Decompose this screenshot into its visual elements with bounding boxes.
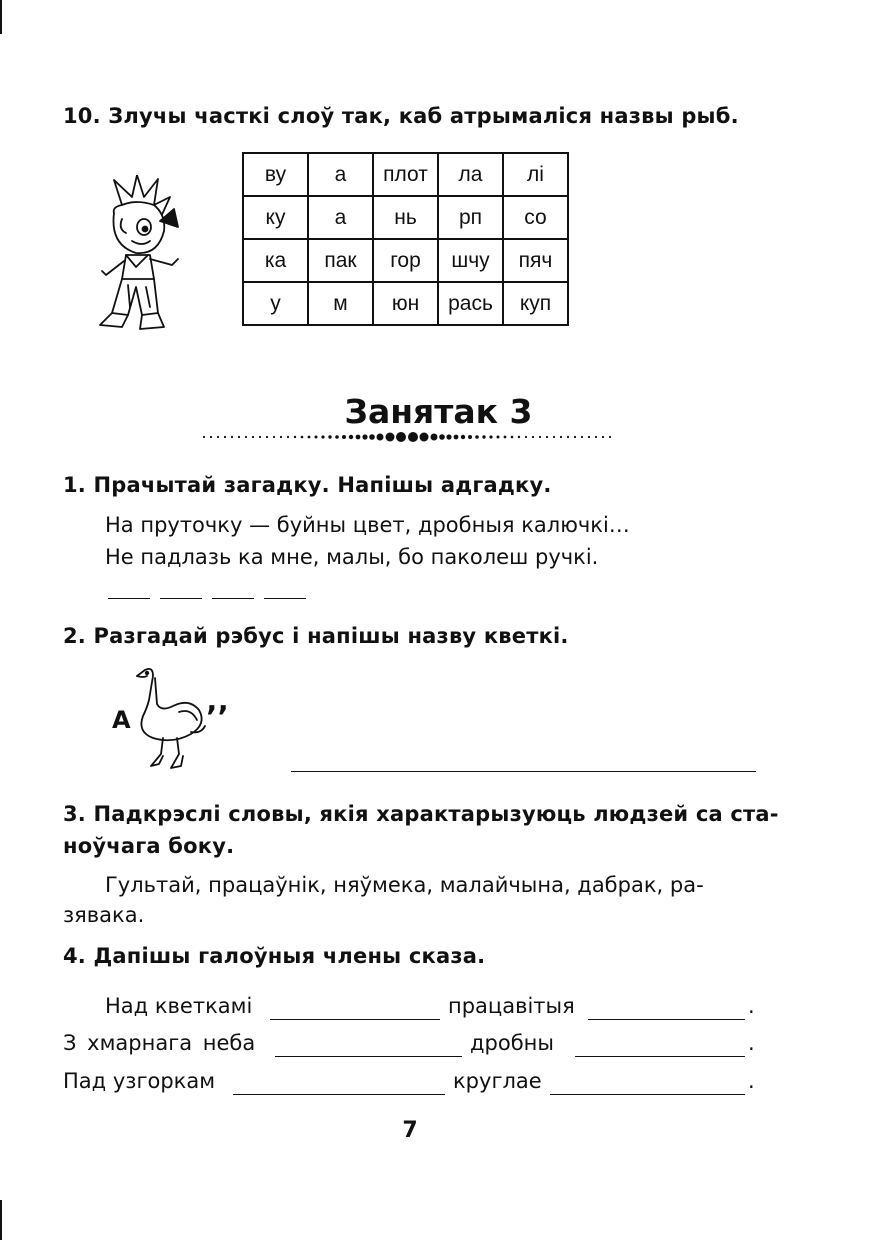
grid-cell: а <box>308 153 373 196</box>
answer-blank[interactable] <box>160 598 202 599</box>
grid-row <box>243 196 568 239</box>
crop-mark-top <box>0 0 2 34</box>
sentence-1-middle: працавітыя <box>448 994 575 1018</box>
grid-cell: ла <box>438 153 503 196</box>
sentence-3-middle: круглае <box>453 1069 542 1093</box>
sentence-1-start: Над кветкамі <box>105 994 253 1018</box>
page-number: 7 <box>402 1118 418 1143</box>
sentence-2-middle: дробны <box>470 1031 554 1055</box>
sentence-2-start: З хмарнага неба <box>63 1031 256 1055</box>
answer-blank[interactable] <box>264 598 306 599</box>
grid-cell: пяч <box>503 239 568 282</box>
grid-cell: плот <box>373 153 438 196</box>
ostrich-icon <box>133 664 213 774</box>
grid-row <box>243 153 568 196</box>
task10-title: 10. Злучы часткі слоў так, каб атрымаліся назвы рыб. <box>63 104 739 128</box>
grid-row <box>243 282 568 325</box>
answer-blank[interactable] <box>108 598 150 599</box>
sentence-3-start: Пад узгоркам <box>63 1069 216 1093</box>
grid-cell: рась <box>438 282 503 325</box>
decorative-divider <box>200 430 620 444</box>
grid-row <box>243 239 568 282</box>
grid-cell: ка <box>243 239 308 282</box>
grid-cell: ку <box>243 196 308 239</box>
grid-cell: со <box>503 196 568 239</box>
rebus-letter: А <box>112 706 131 734</box>
grid-cell: рп <box>438 196 503 239</box>
grid-cell: м <box>308 282 373 325</box>
lesson-title: Занятак 3 <box>344 392 533 431</box>
sentence-3-blank-1[interactable] <box>233 1094 445 1095</box>
sentence-3-end: . <box>748 1069 755 1093</box>
rebus-comma-mark: ’’ <box>206 700 229 735</box>
grid-cell: шчу <box>438 239 503 282</box>
sentence-2-blank-1[interactable] <box>275 1056 462 1057</box>
grid-cell: юн <box>373 282 438 325</box>
task3-words-line-2[interactable]: зявака. <box>63 903 145 927</box>
sentence-3-blank-2[interactable] <box>550 1094 745 1095</box>
grid-cell: пак <box>308 239 373 282</box>
grid-cell: гор <box>373 239 438 282</box>
task4-title: 4. Дапішы галоўныя члены сказа. <box>63 944 486 968</box>
answer-blank[interactable] <box>212 598 254 599</box>
rebus-answer-line[interactable] <box>291 771 756 772</box>
grid-cell: лі <box>503 153 568 196</box>
sentence-2-blank-2[interactable] <box>575 1056 745 1057</box>
fish-syllable-grid <box>242 152 569 326</box>
sentence-2-end: . <box>748 1031 755 1055</box>
grid-cell: у <box>243 282 308 325</box>
task3-words-line-1[interactable]: Гультай, працаўнік, няўмека, малайчына, дабрак, ра- <box>105 873 704 897</box>
crop-mark-bottom <box>0 1200 2 1240</box>
sentence-1-end: . <box>748 994 755 1018</box>
grid-cell: ву <box>243 153 308 196</box>
riddle-line-1: На пруточку — буйны цвет, дробныя калючкі… <box>105 513 630 537</box>
task2-title: 2. Разгадай рэбус і напішы назву кветкі. <box>63 624 569 648</box>
sentence-1-blank-1[interactable] <box>270 1019 440 1020</box>
grid-cell: нь <box>373 196 438 239</box>
riddle-line-2: Не падлазь ка мне, малы, бо паколеш ручкі. <box>105 545 599 569</box>
cartoon-boy-illustration <box>92 175 187 335</box>
task3-title-line-2: ноўчага боку. <box>63 834 235 858</box>
grid-cell: а <box>308 196 373 239</box>
grid-cell: куп <box>503 282 568 325</box>
task1-title: 1. Прачытай загадку. Напішы адгадку. <box>63 473 552 497</box>
task3-title-line-1: 3. Падкрэслі словы, якія характарызуюць людзей са ста- <box>63 802 779 826</box>
sentence-1-blank-2[interactable] <box>588 1019 745 1020</box>
